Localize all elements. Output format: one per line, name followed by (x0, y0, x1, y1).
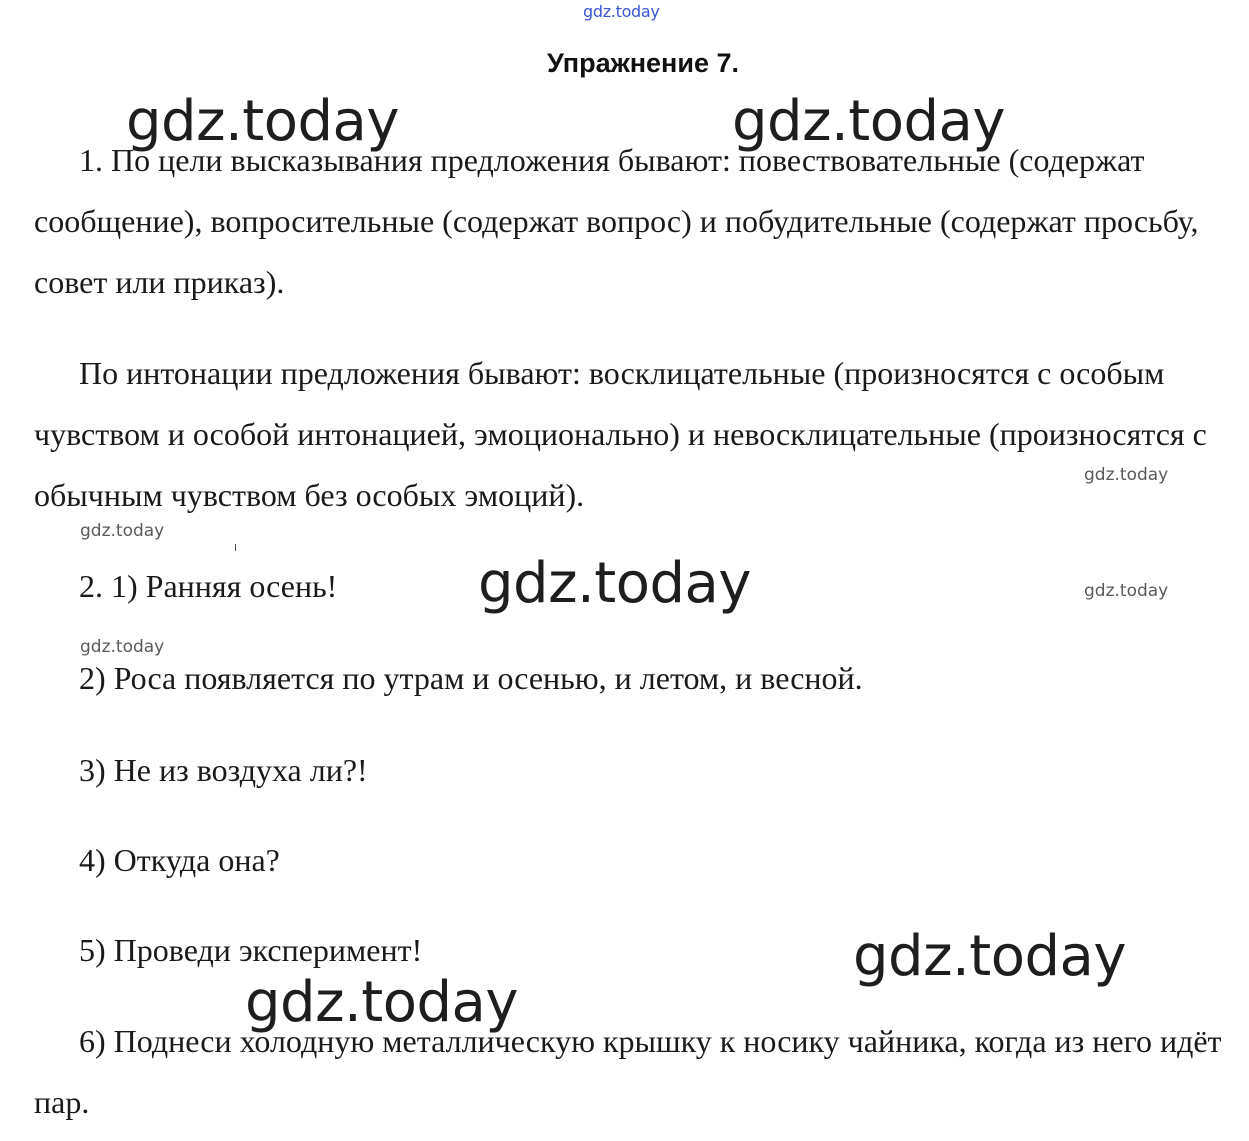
watermark-small: gdz.today (1084, 581, 1169, 601)
watermark-small: gdz.today (1084, 465, 1169, 485)
paragraph-intonation-text: По интонации предложения бывают: восклицательные (произносятся с особым чувством и особой интонацией, эмоционально) и невосклицательные (произносятся с обычным чувством без особых эмоций). (34, 355, 1207, 513)
watermark-large: gdz.today (126, 89, 400, 154)
sentence-4: 4) Откуда она? (79, 842, 280, 878)
sentence-6 (34, 1011, 1234, 1133)
watermark-large: gdz.today (245, 970, 519, 1035)
stray-mark (235, 544, 236, 551)
site-link[interactable]: gdz.today (583, 2, 660, 21)
sentence-1: 2. 1) Ранняя осень! (79, 568, 338, 604)
watermark-large: gdz.today (853, 924, 1127, 989)
paragraph-purpose (34, 130, 1234, 313)
exercise-title: Упражнение 7. (547, 48, 739, 78)
watermark-large: gdz.today (732, 89, 1006, 154)
watermark-large: gdz.today (478, 551, 752, 616)
sentence-6-text: 6) Поднеси холодную металлическую крышку к носику чайника, когда из него идёт пар. (34, 1023, 1222, 1120)
paragraph-purpose-text: 1. По цели высказывания предложения бывают: повествовательные (содержат сообщение), вопросительные (содержат вопрос) и побудительные (содержат просьбу, совет или приказ). (34, 142, 1199, 300)
paragraph-intonation (34, 343, 1234, 526)
watermark-small: gdz.today (80, 637, 165, 657)
sentence-5: 5) Проведи эксперимент! (79, 932, 423, 968)
sentence-2: 2) Роса появляется по утрам и осенью, и летом, и весной. (79, 660, 863, 696)
watermark-small: gdz.today (80, 521, 165, 541)
sentence-3: 3) Не из воздуха ли?! (79, 752, 368, 788)
